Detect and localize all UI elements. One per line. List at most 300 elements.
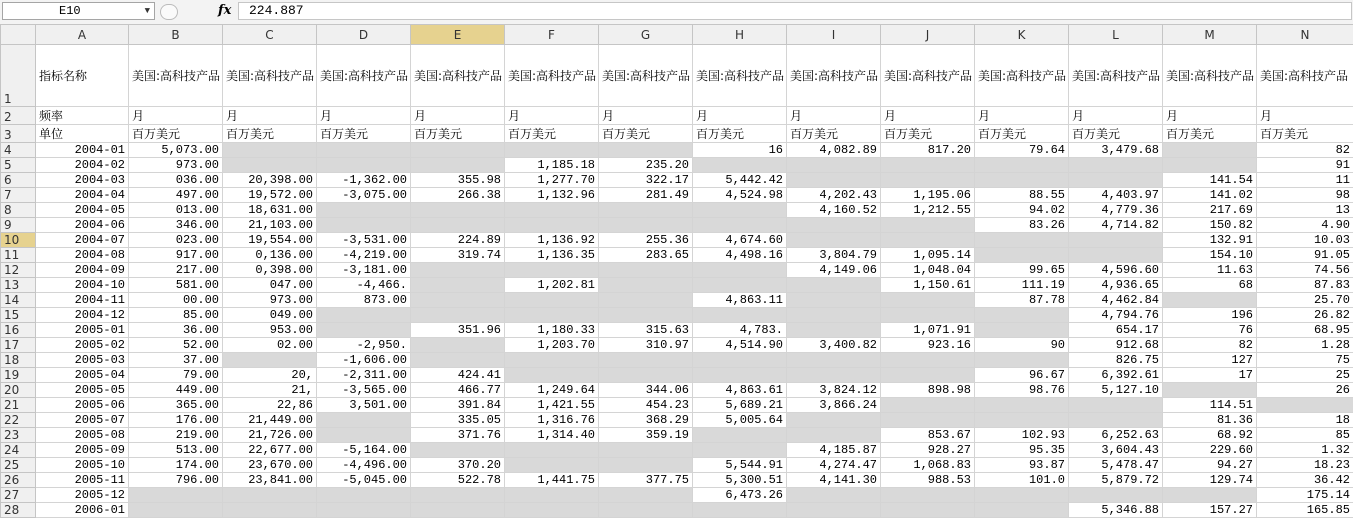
value-cell[interactable]: 79.00 bbox=[129, 368, 223, 383]
value-cell[interactable] bbox=[599, 503, 693, 518]
value-cell[interactable]: 74.56 bbox=[1257, 263, 1353, 278]
value-cell[interactable] bbox=[317, 503, 411, 518]
value-cell[interactable]: 229.60 bbox=[1163, 443, 1257, 458]
value-cell[interactable]: -2,311.00 bbox=[317, 368, 411, 383]
value-cell[interactable]: 973.00 bbox=[129, 158, 223, 173]
value-cell[interactable] bbox=[599, 353, 693, 368]
value-cell[interactable]: 98.76 bbox=[975, 383, 1069, 398]
value-cell[interactable] bbox=[411, 308, 505, 323]
value-cell[interactable] bbox=[975, 413, 1069, 428]
value-cell[interactable]: 3,824.12 bbox=[787, 383, 881, 398]
value-cell[interactable] bbox=[787, 278, 881, 293]
value-cell[interactable]: 4,082.89 bbox=[787, 143, 881, 158]
value-cell[interactable] bbox=[1069, 398, 1163, 413]
value-cell[interactable] bbox=[317, 218, 411, 233]
value-cell[interactable]: 82 bbox=[1163, 338, 1257, 353]
header-cell[interactable]: 百万美元 bbox=[1069, 125, 1163, 143]
value-cell[interactable]: 94.27 bbox=[1163, 458, 1257, 473]
value-cell[interactable] bbox=[693, 428, 787, 443]
value-cell[interactable]: 26.82 bbox=[1257, 308, 1353, 323]
date-cell[interactable]: 2005-02 bbox=[36, 338, 129, 353]
value-cell[interactable]: 377.75 bbox=[599, 473, 693, 488]
value-cell[interactable] bbox=[787, 353, 881, 368]
date-cell[interactable]: 2005-03 bbox=[36, 353, 129, 368]
value-cell[interactable] bbox=[1069, 248, 1163, 263]
value-cell[interactable]: 0,136.00 bbox=[223, 248, 317, 263]
value-cell[interactable] bbox=[411, 293, 505, 308]
value-cell[interactable] bbox=[317, 413, 411, 428]
row-header[interactable]: 2 bbox=[1, 107, 36, 125]
row-header[interactable]: 9 bbox=[1, 218, 36, 233]
value-cell[interactable] bbox=[881, 413, 975, 428]
value-cell[interactable]: 1,068.83 bbox=[881, 458, 975, 473]
row-header[interactable]: 19 bbox=[1, 368, 36, 383]
value-cell[interactable]: 1,136.92 bbox=[505, 233, 599, 248]
value-cell[interactable]: 917.00 bbox=[129, 248, 223, 263]
value-cell[interactable] bbox=[787, 428, 881, 443]
row-header[interactable]: 20 bbox=[1, 383, 36, 398]
value-cell[interactable]: 3,400.82 bbox=[787, 338, 881, 353]
value-cell[interactable] bbox=[693, 203, 787, 218]
value-cell[interactable]: 17 bbox=[1163, 368, 1257, 383]
header-cell[interactable]: 美国:高科技产品 bbox=[599, 45, 693, 107]
value-cell[interactable] bbox=[411, 218, 505, 233]
row-header[interactable]: 13 bbox=[1, 278, 36, 293]
value-cell[interactable]: 219.00 bbox=[129, 428, 223, 443]
value-cell[interactable] bbox=[787, 368, 881, 383]
value-cell[interactable]: 319.74 bbox=[411, 248, 505, 263]
date-cell[interactable]: 2004-11 bbox=[36, 293, 129, 308]
date-cell[interactable]: 2004-06 bbox=[36, 218, 129, 233]
value-cell[interactable]: 3,604.43 bbox=[1069, 443, 1163, 458]
value-cell[interactable]: 25 bbox=[1257, 368, 1353, 383]
header-cell[interactable]: 美国:高科技产品 bbox=[317, 45, 411, 107]
value-cell[interactable]: 1,202.81 bbox=[505, 278, 599, 293]
row-header[interactable]: 22 bbox=[1, 413, 36, 428]
value-cell[interactable] bbox=[505, 458, 599, 473]
value-cell[interactable]: 1,195.06 bbox=[881, 188, 975, 203]
value-cell[interactable] bbox=[881, 398, 975, 413]
date-cell[interactable]: 2004-01 bbox=[36, 143, 129, 158]
value-cell[interactable]: 25.70 bbox=[1257, 293, 1353, 308]
value-cell[interactable]: 466.77 bbox=[411, 383, 505, 398]
value-cell[interactable]: 5,005.64 bbox=[693, 413, 787, 428]
value-cell[interactable]: 5,442.42 bbox=[693, 173, 787, 188]
value-cell[interactable]: 4,141.30 bbox=[787, 473, 881, 488]
value-cell[interactable]: 1,212.55 bbox=[881, 203, 975, 218]
value-cell[interactable] bbox=[787, 233, 881, 248]
value-cell[interactable]: 75 bbox=[1257, 353, 1353, 368]
column-header-c[interactable]: C bbox=[223, 25, 317, 45]
column-header-d[interactable]: D bbox=[317, 25, 411, 45]
label-cell[interactable]: 指标名称 bbox=[36, 45, 129, 107]
value-cell[interactable]: -1,362.00 bbox=[317, 173, 411, 188]
row-header[interactable]: 26 bbox=[1, 473, 36, 488]
value-cell[interactable] bbox=[1163, 158, 1257, 173]
header-cell[interactable]: 月 bbox=[693, 107, 787, 125]
header-cell[interactable]: 月 bbox=[881, 107, 975, 125]
name-box[interactable] bbox=[2, 2, 155, 20]
value-cell[interactable]: 217.00 bbox=[129, 263, 223, 278]
value-cell[interactable] bbox=[787, 293, 881, 308]
value-cell[interactable]: 1.32 bbox=[1257, 443, 1353, 458]
value-cell[interactable] bbox=[787, 308, 881, 323]
value-cell[interactable] bbox=[599, 203, 693, 218]
value-cell[interactable]: 224.89 bbox=[411, 233, 505, 248]
value-cell[interactable]: 654.17 bbox=[1069, 323, 1163, 338]
value-cell[interactable]: 23,841.00 bbox=[223, 473, 317, 488]
value-cell[interactable]: 22,677.00 bbox=[223, 443, 317, 458]
value-cell[interactable]: -4,496.00 bbox=[317, 458, 411, 473]
value-cell[interactable]: -3,181.00 bbox=[317, 263, 411, 278]
value-cell[interactable]: 175.14 bbox=[1257, 488, 1353, 503]
value-cell[interactable] bbox=[881, 368, 975, 383]
row-header[interactable]: 27 bbox=[1, 488, 36, 503]
value-cell[interactable]: 4,149.06 bbox=[787, 263, 881, 278]
value-cell[interactable]: 4,185.87 bbox=[787, 443, 881, 458]
value-cell[interactable]: 0,398.00 bbox=[223, 263, 317, 278]
value-cell[interactable]: 4,783. bbox=[693, 323, 787, 338]
value-cell[interactable]: 3,501.00 bbox=[317, 398, 411, 413]
value-cell[interactable]: 16 bbox=[693, 143, 787, 158]
value-cell[interactable]: 96.67 bbox=[975, 368, 1069, 383]
value-cell[interactable]: 5,127.10 bbox=[1069, 383, 1163, 398]
value-cell[interactable]: 315.63 bbox=[599, 323, 693, 338]
value-cell[interactable] bbox=[505, 263, 599, 278]
value-cell[interactable] bbox=[411, 158, 505, 173]
value-cell[interactable] bbox=[881, 503, 975, 518]
value-cell[interactable]: -3,075.00 bbox=[317, 188, 411, 203]
value-cell[interactable]: 335.05 bbox=[411, 413, 505, 428]
value-cell[interactable] bbox=[693, 353, 787, 368]
header-cell[interactable]: 美国:高科技产品 bbox=[1257, 45, 1353, 107]
header-cell[interactable]: 美国:高科技产品 bbox=[1069, 45, 1163, 107]
row-header[interactable]: 28 bbox=[1, 503, 36, 518]
value-cell[interactable] bbox=[505, 143, 599, 158]
value-cell[interactable] bbox=[975, 323, 1069, 338]
value-cell[interactable] bbox=[129, 503, 223, 518]
header-cell[interactable]: 月 bbox=[505, 107, 599, 125]
value-cell[interactable]: 36.42 bbox=[1257, 473, 1353, 488]
row-header[interactable]: 4 bbox=[1, 143, 36, 158]
value-cell[interactable] bbox=[505, 503, 599, 518]
row-header[interactable]: 17 bbox=[1, 338, 36, 353]
row-header[interactable]: 21 bbox=[1, 398, 36, 413]
date-cell[interactable]: 2004-03 bbox=[36, 173, 129, 188]
chevron-down-icon[interactable]: ▼ bbox=[144, 6, 150, 16]
value-cell[interactable]: 283.65 bbox=[599, 248, 693, 263]
value-cell[interactable]: 513.00 bbox=[129, 443, 223, 458]
header-cell[interactable]: 百万美元 bbox=[411, 125, 505, 143]
value-cell[interactable] bbox=[1163, 383, 1257, 398]
row-header[interactable]: 8 bbox=[1, 203, 36, 218]
value-cell[interactable]: -3,531.00 bbox=[317, 233, 411, 248]
value-cell[interactable]: -5,164.00 bbox=[317, 443, 411, 458]
value-cell[interactable]: 87.83 bbox=[1257, 278, 1353, 293]
value-cell[interactable] bbox=[599, 293, 693, 308]
row-header[interactable]: 11 bbox=[1, 248, 36, 263]
value-cell[interactable] bbox=[599, 263, 693, 278]
value-cell[interactable] bbox=[787, 158, 881, 173]
formula-input[interactable]: 224.887 bbox=[238, 2, 1352, 20]
value-cell[interactable]: 898.98 bbox=[881, 383, 975, 398]
value-cell[interactable]: 95.35 bbox=[975, 443, 1069, 458]
value-cell[interactable]: 1,150.61 bbox=[881, 278, 975, 293]
row-header[interactable]: 3 bbox=[1, 125, 36, 143]
value-cell[interactable]: 94.02 bbox=[975, 203, 1069, 218]
header-cell[interactable]: 百万美元 bbox=[881, 125, 975, 143]
value-cell[interactable]: 68 bbox=[1163, 278, 1257, 293]
value-cell[interactable] bbox=[599, 443, 693, 458]
value-cell[interactable]: 1,441.75 bbox=[505, 473, 599, 488]
value-cell[interactable] bbox=[881, 308, 975, 323]
row-header[interactable]: 18 bbox=[1, 353, 36, 368]
value-cell[interactable]: 4,674.60 bbox=[693, 233, 787, 248]
date-cell[interactable]: 2005-11 bbox=[36, 473, 129, 488]
row-header[interactable]: 14 bbox=[1, 293, 36, 308]
value-cell[interactable] bbox=[787, 503, 881, 518]
value-cell[interactable] bbox=[693, 263, 787, 278]
value-cell[interactable]: -4,466. bbox=[317, 278, 411, 293]
date-cell[interactable]: 2004-12 bbox=[36, 308, 129, 323]
value-cell[interactable]: 196 bbox=[1163, 308, 1257, 323]
value-cell[interactable]: 127 bbox=[1163, 353, 1257, 368]
value-cell[interactable] bbox=[975, 398, 1069, 413]
value-cell[interactable]: 4,794.76 bbox=[1069, 308, 1163, 323]
column-header-j[interactable]: J bbox=[881, 25, 975, 45]
column-header-a[interactable]: A bbox=[36, 25, 129, 45]
value-cell[interactable]: -5,045.00 bbox=[317, 473, 411, 488]
header-cell[interactable]: 百万美元 bbox=[1257, 125, 1353, 143]
value-cell[interactable]: 4.90 bbox=[1257, 218, 1353, 233]
value-cell[interactable]: 4,524.98 bbox=[693, 188, 787, 203]
value-cell[interactable]: 371.76 bbox=[411, 428, 505, 443]
value-cell[interactable]: 81.36 bbox=[1163, 413, 1257, 428]
value-cell[interactable]: 21, bbox=[223, 383, 317, 398]
value-cell[interactable] bbox=[223, 158, 317, 173]
header-cell[interactable]: 美国:高科技产品 bbox=[505, 45, 599, 107]
value-cell[interactable]: 11.63 bbox=[1163, 263, 1257, 278]
value-cell[interactable]: 88.55 bbox=[975, 188, 1069, 203]
value-cell[interactable] bbox=[787, 323, 881, 338]
row-header[interactable]: 16 bbox=[1, 323, 36, 338]
label-cell[interactable]: 单位 bbox=[36, 125, 129, 143]
value-cell[interactable]: 1,095.14 bbox=[881, 248, 975, 263]
value-cell[interactable] bbox=[317, 323, 411, 338]
value-cell[interactable]: -3,565.00 bbox=[317, 383, 411, 398]
value-cell[interactable] bbox=[881, 218, 975, 233]
value-cell[interactable]: 255.36 bbox=[599, 233, 693, 248]
value-cell[interactable] bbox=[975, 158, 1069, 173]
value-cell[interactable]: 1,314.40 bbox=[505, 428, 599, 443]
header-cell[interactable]: 美国:高科技产品 bbox=[411, 45, 505, 107]
value-cell[interactable] bbox=[881, 173, 975, 188]
value-cell[interactable] bbox=[975, 173, 1069, 188]
value-cell[interactable] bbox=[693, 368, 787, 383]
value-cell[interactable]: 4,779.36 bbox=[1069, 203, 1163, 218]
value-cell[interactable] bbox=[505, 293, 599, 308]
value-cell[interactable] bbox=[411, 143, 505, 158]
header-cell[interactable]: 月 bbox=[599, 107, 693, 125]
value-cell[interactable] bbox=[975, 248, 1069, 263]
value-cell[interactable]: 368.29 bbox=[599, 413, 693, 428]
value-cell[interactable]: 114.51 bbox=[1163, 398, 1257, 413]
value-cell[interactable]: 4,863.61 bbox=[693, 383, 787, 398]
value-cell[interactable]: 129.74 bbox=[1163, 473, 1257, 488]
header-cell[interactable]: 月 bbox=[411, 107, 505, 125]
value-cell[interactable]: 26 bbox=[1257, 383, 1353, 398]
value-cell[interactable]: 1,421.55 bbox=[505, 398, 599, 413]
value-cell[interactable]: 5,544.91 bbox=[693, 458, 787, 473]
value-cell[interactable] bbox=[411, 488, 505, 503]
value-cell[interactable] bbox=[599, 368, 693, 383]
value-cell[interactable] bbox=[317, 158, 411, 173]
value-cell[interactable] bbox=[693, 158, 787, 173]
value-cell[interactable]: 82 bbox=[1257, 143, 1353, 158]
value-cell[interactable]: 322.17 bbox=[599, 173, 693, 188]
value-cell[interactable]: 023.00 bbox=[129, 233, 223, 248]
value-cell[interactable]: 973.00 bbox=[223, 293, 317, 308]
value-cell[interactable]: 953.00 bbox=[223, 323, 317, 338]
value-cell[interactable] bbox=[411, 278, 505, 293]
value-cell[interactable]: 522.78 bbox=[411, 473, 505, 488]
value-cell[interactable]: 454.23 bbox=[599, 398, 693, 413]
header-cell[interactable]: 美国:高科技产品 bbox=[975, 45, 1069, 107]
row-header[interactable]: 25 bbox=[1, 458, 36, 473]
date-cell[interactable]: 2005-06 bbox=[36, 398, 129, 413]
date-cell[interactable]: 2004-07 bbox=[36, 233, 129, 248]
header-cell[interactable]: 月 bbox=[129, 107, 223, 125]
value-cell[interactable] bbox=[975, 488, 1069, 503]
value-cell[interactable] bbox=[1257, 398, 1353, 413]
value-cell[interactable]: 217.69 bbox=[1163, 203, 1257, 218]
value-cell[interactable]: 424.41 bbox=[411, 368, 505, 383]
value-cell[interactable] bbox=[505, 353, 599, 368]
label-cell[interactable]: 频率 bbox=[36, 107, 129, 125]
date-cell[interactable]: 2004-04 bbox=[36, 188, 129, 203]
date-cell[interactable]: 2004-02 bbox=[36, 158, 129, 173]
value-cell[interactable]: 5,300.51 bbox=[693, 473, 787, 488]
value-cell[interactable]: 23,670.00 bbox=[223, 458, 317, 473]
row-header[interactable]: 1 bbox=[1, 45, 36, 107]
value-cell[interactable]: 6,473.26 bbox=[693, 488, 787, 503]
date-cell[interactable]: 2005-07 bbox=[36, 413, 129, 428]
value-cell[interactable]: 988.53 bbox=[881, 473, 975, 488]
value-cell[interactable] bbox=[1069, 488, 1163, 503]
date-cell[interactable]: 2004-10 bbox=[36, 278, 129, 293]
value-cell[interactable] bbox=[129, 488, 223, 503]
value-cell[interactable]: 5,689.21 bbox=[693, 398, 787, 413]
date-cell[interactable]: 2004-09 bbox=[36, 263, 129, 278]
value-cell[interactable] bbox=[599, 278, 693, 293]
value-cell[interactable]: 344.06 bbox=[599, 383, 693, 398]
value-cell[interactable] bbox=[411, 203, 505, 218]
value-cell[interactable]: 98 bbox=[1257, 188, 1353, 203]
value-cell[interactable]: 93.87 bbox=[975, 458, 1069, 473]
value-cell[interactable] bbox=[975, 233, 1069, 248]
value-cell[interactable]: 6,392.61 bbox=[1069, 368, 1163, 383]
value-cell[interactable]: 266.38 bbox=[411, 188, 505, 203]
value-cell[interactable]: -1,606.00 bbox=[317, 353, 411, 368]
value-cell[interactable]: 359.19 bbox=[599, 428, 693, 443]
value-cell[interactable] bbox=[317, 143, 411, 158]
value-cell[interactable]: 5,879.72 bbox=[1069, 473, 1163, 488]
value-cell[interactable]: 4,202.43 bbox=[787, 188, 881, 203]
value-cell[interactable]: 176.00 bbox=[129, 413, 223, 428]
select-all-corner[interactable] bbox=[1, 25, 36, 45]
header-cell[interactable]: 月 bbox=[1069, 107, 1163, 125]
value-cell[interactable] bbox=[975, 353, 1069, 368]
value-cell[interactable]: 154.10 bbox=[1163, 248, 1257, 263]
value-cell[interactable]: 111.19 bbox=[975, 278, 1069, 293]
header-cell[interactable]: 百万美元 bbox=[975, 125, 1069, 143]
header-cell[interactable]: 月 bbox=[317, 107, 411, 125]
date-cell[interactable]: 2005-09 bbox=[36, 443, 129, 458]
value-cell[interactable] bbox=[505, 308, 599, 323]
header-cell[interactable]: 美国:高科技产品 bbox=[129, 45, 223, 107]
value-cell[interactable]: 235.20 bbox=[599, 158, 693, 173]
value-cell[interactable] bbox=[1163, 143, 1257, 158]
column-header-b[interactable]: B bbox=[129, 25, 223, 45]
header-cell[interactable]: 百万美元 bbox=[1163, 125, 1257, 143]
value-cell[interactable]: 99.65 bbox=[975, 263, 1069, 278]
header-cell[interactable]: 月 bbox=[1257, 107, 1353, 125]
value-cell[interactable]: 5,346.88 bbox=[1069, 503, 1163, 518]
value-cell[interactable]: 90 bbox=[975, 338, 1069, 353]
header-cell[interactable]: 美国:高科技产品 bbox=[1163, 45, 1257, 107]
value-cell[interactable]: 3,804.79 bbox=[787, 248, 881, 263]
value-cell[interactable]: 18 bbox=[1257, 413, 1353, 428]
value-cell[interactable]: 365.00 bbox=[129, 398, 223, 413]
value-cell[interactable]: -4,219.00 bbox=[317, 248, 411, 263]
header-cell[interactable]: 美国:高科技产品 bbox=[693, 45, 787, 107]
value-cell[interactable]: 91.05 bbox=[1257, 248, 1353, 263]
header-cell[interactable]: 美国:高科技产品 bbox=[787, 45, 881, 107]
value-cell[interactable]: 21,103.00 bbox=[223, 218, 317, 233]
resize-grip-icon[interactable] bbox=[160, 4, 178, 20]
header-cell[interactable]: 美国:高科技产品 bbox=[223, 45, 317, 107]
value-cell[interactable] bbox=[693, 443, 787, 458]
value-cell[interactable]: 826.75 bbox=[1069, 353, 1163, 368]
value-cell[interactable] bbox=[599, 488, 693, 503]
row-header[interactable]: 12 bbox=[1, 263, 36, 278]
value-cell[interactable]: 141.02 bbox=[1163, 188, 1257, 203]
value-cell[interactable]: 91 bbox=[1257, 158, 1353, 173]
date-cell[interactable]: 2005-05 bbox=[36, 383, 129, 398]
date-cell[interactable]: 2005-10 bbox=[36, 458, 129, 473]
column-header-i[interactable]: I bbox=[787, 25, 881, 45]
date-cell[interactable]: 2005-12 bbox=[36, 488, 129, 503]
value-cell[interactable]: 036.00 bbox=[129, 173, 223, 188]
value-cell[interactable] bbox=[505, 203, 599, 218]
value-cell[interactable] bbox=[787, 413, 881, 428]
value-cell[interactable]: 19,572.00 bbox=[223, 188, 317, 203]
date-cell[interactable]: 2005-01 bbox=[36, 323, 129, 338]
header-cell[interactable]: 百万美元 bbox=[505, 125, 599, 143]
column-header-g[interactable]: G bbox=[599, 25, 693, 45]
value-cell[interactable] bbox=[317, 203, 411, 218]
value-cell[interactable] bbox=[1069, 413, 1163, 428]
header-cell[interactable]: 百万美元 bbox=[317, 125, 411, 143]
date-cell[interactable]: 2004-08 bbox=[36, 248, 129, 263]
value-cell[interactable]: 76 bbox=[1163, 323, 1257, 338]
value-cell[interactable]: 581.00 bbox=[129, 278, 223, 293]
value-cell[interactable] bbox=[881, 233, 975, 248]
value-cell[interactable]: 83.26 bbox=[975, 218, 1069, 233]
value-cell[interactable] bbox=[881, 293, 975, 308]
value-cell[interactable]: 013.00 bbox=[129, 203, 223, 218]
row-header[interactable]: 10 bbox=[1, 233, 36, 248]
